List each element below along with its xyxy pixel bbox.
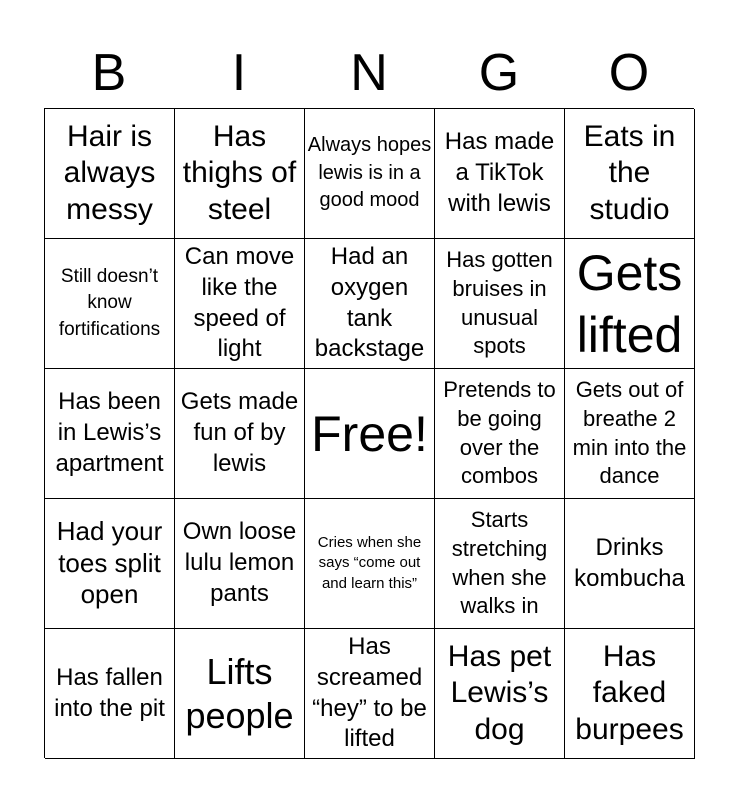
cell-text: Lifts people [185,650,294,736]
bingo-header [44,40,694,106]
bingo-cell[interactable] [45,109,175,239]
cell-text: Has been in Lewis’s apartment [55,388,164,477]
cell-text: Has pet Lewis’s dog [447,639,552,746]
free-space-text: Free! [311,405,428,462]
cell-text: Has gotten bruises in unusual spots [446,247,553,359]
cell-text: Had an oxygen tank backstage [314,243,425,363]
cell-text: Has faked burpees [575,639,684,746]
bingo-cell[interactable] [175,109,305,239]
bingo-cell[interactable] [305,369,435,499]
cell-text: Has made a TikTok with lewis [444,128,555,217]
bingo-cell[interactable] [565,239,695,369]
bingo-cell[interactable] [305,109,435,239]
bingo-cell[interactable] [435,369,565,499]
bingo-cell[interactable] [435,629,565,759]
bingo-cell[interactable] [435,109,565,239]
cell-text: Gets out of breathe 2 min into the dance [572,377,687,489]
cell-text: Still doesn’t know fortifications [58,266,161,340]
cell-text: Starts stretching when she walks in [451,507,548,619]
header-letter-g: G [478,44,520,102]
bingo-cell[interactable] [565,629,695,759]
cell-text: Always hopes lewis is in a good mood [307,134,432,212]
cell-text: Eats in the studio [583,119,676,226]
bingo-cell[interactable] [45,499,175,629]
cell-text: Drinks kombucha [574,533,685,592]
cell-text: Had your toes split open [56,515,163,610]
bingo-cell[interactable] [565,109,695,239]
bingo-cell[interactable] [175,369,305,499]
cell-text: Has screamed “hey” to be lifted [312,633,427,753]
bingo-cell[interactable] [435,499,565,629]
bingo-board [44,108,694,758]
cell-text: Pretends to be going over the combos [443,377,556,489]
cell-text: Hair is always messy [63,119,156,226]
cell-text: Cries when she says “come out and learn this” [317,533,422,592]
cell-text: Has fallen into the pit [54,663,165,722]
cell-text: Gets made fun of by lewis [180,388,299,477]
bingo-cell[interactable] [175,239,305,369]
bingo-cell[interactable] [175,499,305,629]
bingo-cell[interactable] [45,629,175,759]
bingo-cell[interactable] [565,369,695,499]
header-letter-b: B [91,44,127,102]
header-letter-n: N [350,44,388,102]
header-letter-o: O [608,44,650,102]
cell-text: Can move like the speed of light [184,243,295,363]
bingo-cell[interactable] [305,499,435,629]
bingo-cell[interactable] [305,239,435,369]
bingo-cell[interactable] [435,239,565,369]
bingo-cell[interactable] [305,629,435,759]
cell-text: Has thighs of steel [182,119,297,226]
bingo-cell[interactable] [45,369,175,499]
bingo-cell[interactable] [565,499,695,629]
bingo-cell[interactable] [175,629,305,759]
header-letter-i: I [231,44,247,102]
cell-text: Own loose lulu lemon pants [182,518,297,607]
bingo-cell[interactable] [45,239,175,369]
cell-text: Gets lifted [576,244,683,363]
